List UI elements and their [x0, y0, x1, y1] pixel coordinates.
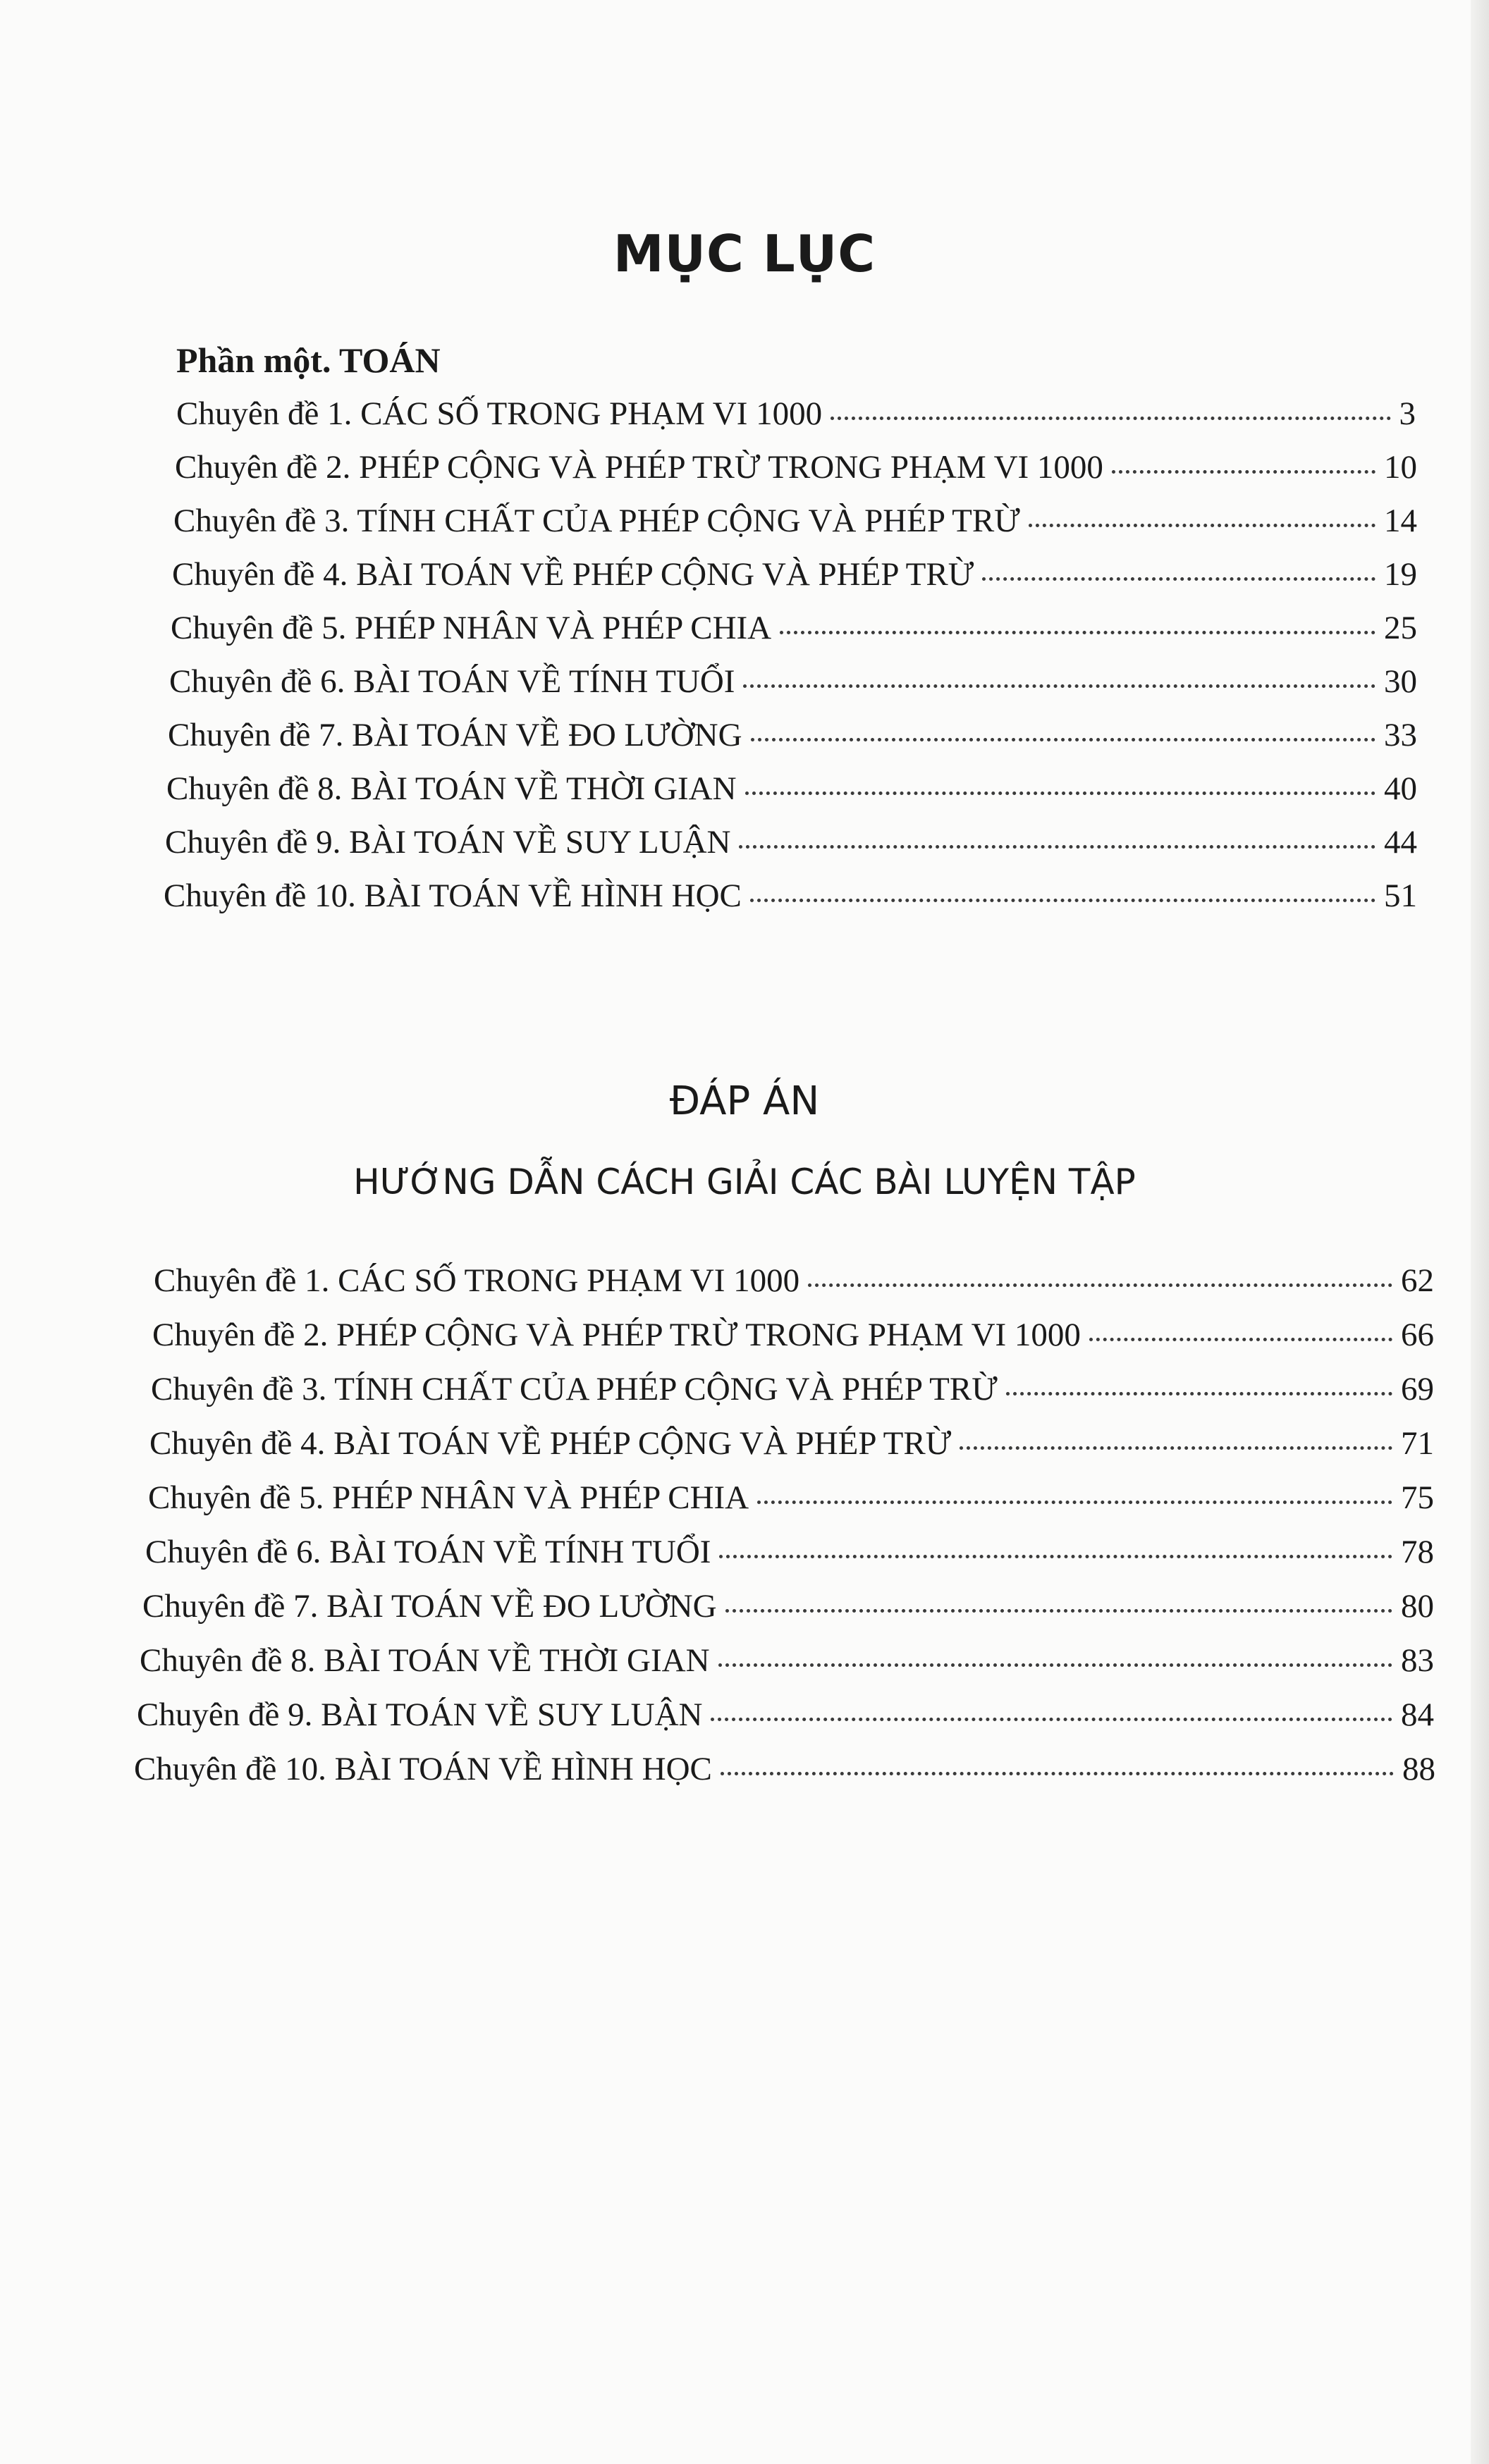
dot-leader [982, 577, 1375, 581]
toc-entry-label: Chuyên đề 3. TÍNH CHẤT CỦA PHÉP CỘNG VÀ PHÉP TRỪ [173, 503, 1020, 539]
toc-entry-label: Chuyên đề 10. BÀI TOÁN VỀ HÌNH HỌC [134, 1751, 712, 1787]
dot-leader [745, 791, 1375, 795]
toc-entry-page: 78 [1401, 1534, 1434, 1570]
toc-entry[interactable] [149, 1424, 1434, 1478]
toc-entry[interactable] [134, 1750, 1435, 1804]
page-title: MỤC LỤC [613, 224, 876, 283]
toc-entry-label: Chuyên đề 3. TÍNH CHẤT CỦA PHÉP CỘNG VÀ PHÉP TRỪ [151, 1371, 998, 1407]
toc-entry-page: 75 [1401, 1479, 1434, 1516]
dot-leader [743, 684, 1375, 688]
dot-leader [719, 1555, 1392, 1558]
dot-leader [1112, 470, 1375, 474]
toc-entry-label: Chuyên đề 6. BÀI TOÁN VỀ TÍNH TUỔI [169, 663, 735, 700]
toc-entry-page: 80 [1401, 1588, 1434, 1625]
toc-entry-page: 71 [1401, 1425, 1434, 1462]
dot-leader [750, 899, 1375, 902]
page-edge-shadow [1471, 0, 1489, 2464]
toc-entry-label: Chuyên đề 1. CÁC SỐ TRONG PHẠM VI 1000 [176, 395, 823, 432]
toc-entry-label: Chuyên đề 10. BÀI TOÁN VỀ HÌNH HỌC [164, 877, 742, 914]
dot-leader [960, 1446, 1392, 1450]
toc-entry-label: Chuyên đề 5. PHÉP NHÂN VÀ PHÉP CHIA [171, 610, 772, 646]
toc-entry-label: Chuyên đề 6. BÀI TOÁN VỀ TÍNH TUỔI [145, 1534, 711, 1570]
dot-leader [831, 417, 1390, 420]
toc-entry[interactable] [164, 877, 1417, 930]
toc-entry[interactable] [173, 502, 1417, 555]
part-one-heading: Phần một. TOÁN [176, 340, 441, 380]
dot-leader [1089, 1338, 1392, 1341]
toc-entry-label: Chuyên đề 2. PHÉP CỘNG VÀ PHÉP TRỪ TRONG PHẠM VI 1000 [175, 449, 1103, 486]
toc-entry[interactable] [166, 770, 1417, 823]
toc-entry-page: 44 [1384, 824, 1417, 861]
toc-entry[interactable] [140, 1641, 1434, 1695]
toc-entry[interactable] [176, 395, 1416, 448]
dot-leader [1029, 524, 1375, 527]
toc-entry[interactable] [151, 1370, 1434, 1424]
toc-entry-page: 10 [1384, 449, 1417, 486]
toc-entry-page: 62 [1401, 1262, 1434, 1299]
toc-entry-label: Chuyên đề 9. BÀI TOÁN VỀ SUY LUẬN [165, 824, 731, 861]
toc-entry[interactable] [152, 1316, 1434, 1369]
toc-entry-label: Chuyên đề 8. BÀI TOÁN VỀ THỜI GIAN [140, 1642, 710, 1679]
toc-entry-page: 30 [1384, 663, 1417, 700]
toc-entry-label: Chuyên đề 4. BÀI TOÁN VỀ PHÉP CỘNG VÀ PHÉP TRỪ [172, 556, 974, 593]
toc-entry-page: 51 [1384, 877, 1417, 914]
toc-entry-label: Chuyên đề 8. BÀI TOÁN VỀ THỜI GIAN [166, 770, 737, 807]
toc-entry-label: Chuyên đề 1. CÁC SỐ TRONG PHẠM VI 1000 [154, 1262, 800, 1299]
dot-leader [751, 738, 1375, 741]
toc-entry-page: 69 [1401, 1371, 1434, 1407]
toc-entry-page: 66 [1401, 1317, 1434, 1353]
toc-entry-label: Chuyên đề 7. BÀI TOÁN VỀ ĐO LƯỜNG [168, 717, 742, 753]
toc-entry-label: Chuyên đề 5. PHÉP NHÂN VÀ PHÉP CHIA [148, 1479, 749, 1516]
toc-entry-page: 83 [1401, 1642, 1434, 1679]
toc-entry[interactable] [154, 1262, 1434, 1315]
answers-subheading: HƯỚNG DẪN CÁCH GIẢI CÁC BÀI LUYỆN TẬP [353, 1162, 1136, 1202]
dot-leader [1006, 1392, 1392, 1396]
dot-leader [711, 1718, 1392, 1721]
toc-entry[interactable] [172, 555, 1417, 609]
toc-entry-page: 19 [1384, 556, 1417, 593]
toc-entry[interactable] [168, 716, 1417, 770]
dot-leader [757, 1501, 1392, 1504]
toc-entry[interactable] [145, 1533, 1434, 1587]
dot-leader [780, 631, 1375, 634]
toc-entry-label: Chuyên đề 9. BÀI TOÁN VỀ SUY LUẬN [137, 1696, 703, 1733]
answers-heading: ĐÁP ÁN [669, 1078, 820, 1124]
dot-leader [808, 1283, 1392, 1287]
toc-entry-page: 3 [1399, 395, 1416, 432]
dot-leader [721, 1772, 1394, 1775]
toc-entry[interactable] [148, 1479, 1434, 1532]
dot-leader [725, 1609, 1392, 1613]
toc-entry-page: 33 [1384, 717, 1417, 753]
toc-entry-page: 14 [1384, 503, 1417, 539]
toc-entry-label: Chuyên đề 4. BÀI TOÁN VỀ PHÉP CỘNG VÀ PHÉP TRỪ [149, 1425, 952, 1462]
toc-entry[interactable] [142, 1587, 1434, 1641]
toc-entry[interactable] [137, 1696, 1434, 1749]
dot-leader [739, 845, 1375, 849]
toc-entry-page: 25 [1384, 610, 1417, 646]
toc-entry-label: Chuyên đề 2. PHÉP CỘNG VÀ PHÉP TRỪ TRONG PHẠM VI 1000 [152, 1317, 1081, 1353]
toc-entry-page: 84 [1401, 1696, 1434, 1733]
toc-entry[interactable] [171, 609, 1417, 663]
toc-entry[interactable] [165, 823, 1417, 877]
toc-entry[interactable] [169, 663, 1417, 716]
toc-entry[interactable] [175, 448, 1417, 502]
toc-entry-page: 88 [1402, 1751, 1435, 1787]
toc-entry-label: Chuyên đề 7. BÀI TOÁN VỀ ĐO LƯỜNG [142, 1588, 717, 1625]
dot-leader [718, 1663, 1392, 1667]
toc-entry-page: 40 [1384, 770, 1417, 807]
